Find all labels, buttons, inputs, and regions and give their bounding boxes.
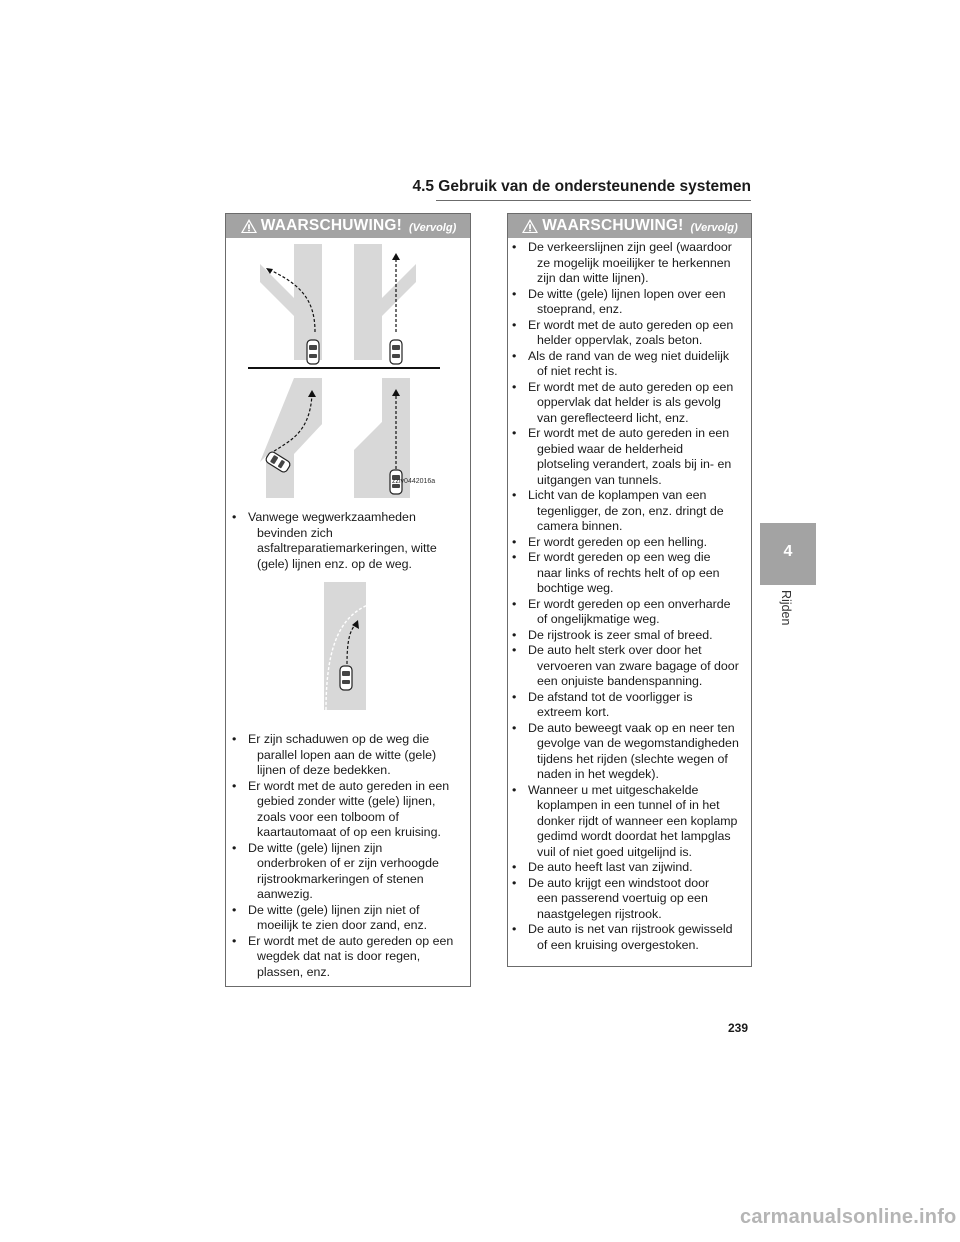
bullet-list [226,732,470,980]
bullet-icon: • [512,426,517,440]
list-item [508,628,751,644]
bullet-icon: • [512,643,517,657]
list-item-text: De auto helt sterk over door het vervoeren van zware bagage of door een onjuiste bandenspanning. [528,643,739,688]
list-item-text: De rijstrook is zeer smal of breed. [528,627,713,642]
list-item-text: De auto krijgt een windstoot door een passerend voertuig op een naastgelegen rijstrook. [528,875,710,921]
warning-box-right [507,213,752,967]
list-item-text: Er wordt met de auto gereden op een helder oppervlak, zoals beton. [528,317,734,347]
road-segment [324,582,366,710]
bullet-icon: • [512,550,517,564]
bullet-icon: • [232,840,237,855]
list-item [228,934,470,981]
list-item [508,643,751,690]
chapter-number: 4 [783,543,793,560]
list-item [228,903,470,934]
section-header [412,178,751,201]
bullet-icon: • [232,732,237,746]
warning-box-left [225,213,471,987]
list-item-text: Er zijn schaduwen op de weg die parallel lopen aan de witte (gele) lijnen of deze bedekken. [248,732,437,777]
list-item-text: De auto heeft last van zijwind. [528,860,693,874]
list-item-text: Er wordt gereden op een helling. [528,534,708,549]
road-marking-illustration [226,244,470,498]
figure-code: zziv0442016a [392,478,436,485]
bullet-icon: • [512,348,517,363]
bullet-icon: • [512,534,517,549]
bullet-icon: • [512,782,517,797]
bullet-icon: • [232,933,237,948]
warning-triangle-icon [240,218,258,234]
list-item [508,597,751,628]
bullet-icon: • [512,379,517,394]
list-item [508,240,751,287]
warning-subtitle: (Vervolg) [690,221,738,234]
bullet-icon: • [512,596,517,611]
warning-triangle-icon [521,218,539,234]
warning-subtitle: (Vervolg) [408,221,457,234]
warning-title: WAARSCHUWING! [260,217,402,234]
chapter-tab [760,523,816,585]
list-item-text: De auto beweegt vaak op en neer ten gevolge van de wegomstandigheden tijdens het rijden (slechte wegen of naden in het wegdek). [528,720,739,781]
car-icon [307,340,319,364]
warning-header-left [226,214,470,238]
list-item-text: Er wordt met de auto gereden in een gebied waar de helderheid plotseling verandert, zoals bij in- en uitgangen van tunnels. [528,426,732,487]
list-item-text: Er wordt met de auto gereden op een wegdek dat nat is door regen, plassen, enz. [248,933,454,979]
warning-header-right [508,214,751,238]
list-item [228,841,470,903]
chapter-label: Rijden [779,590,793,626]
list-item [508,318,751,349]
list-item [228,510,470,572]
list-item-text: De witte (gele) lijnen zijn niet of moeilijk te zien door zand, enz. [248,902,428,932]
list-item [508,380,751,427]
car-icon [340,666,352,690]
list-item [508,426,751,488]
bullet-icon: • [512,488,517,502]
list-item [508,876,751,923]
list-item-text: Er wordt gereden op een onverharde of ongelijkmatige weg. [528,596,731,626]
list-item [508,287,751,318]
bullet-icon: • [512,627,517,642]
list-item-text: De witte (gele) lijnen zijn onderbroken of er zijn verhoogde rijstrookmarkeringen of stenen aanwezig. [248,840,439,901]
list-item-text: Er wordt met de auto gereden op een oppervlak dat helder is als gevolg van gereflecteerd licht, enz. [528,379,734,425]
list-item [228,732,470,779]
road-curve-illustration [226,582,470,720]
list-item [228,779,470,841]
list-item-text: De auto is net van rijstrook gewisseld of een kruising overgestoken. [528,922,733,952]
list-item [508,488,751,535]
list-item-text: De verkeerslijnen zijn geel (waardoor ze mogelijk moeilijker te herkennen zijn dan witte lijnen). [528,240,732,285]
list-item [508,721,751,783]
list-item-text: Als de rand van de weg niet duidelijk of niet recht is. [528,348,730,378]
list-item [508,349,751,380]
bullet-icon: • [512,240,517,254]
bullet-icon: • [512,286,517,301]
section-title: 4.5 Gebruik van de ondersteunende systemen [412,178,751,195]
list-item [508,550,751,597]
list-item [508,860,751,876]
watermark: carmanualsonline.info [740,1206,957,1228]
bullet-icon: • [232,510,237,524]
list-item [508,783,751,861]
list-item-text: De afstand tot de voorligger is extreem kort. [528,689,693,719]
road-segment [354,244,416,360]
bullet-icon: • [232,778,237,793]
list-item-text: Er wordt met de auto gereden in een gebied zonder witte (gele) lijnen, zoals voor een tolboom of kaartautomaat of op een kruising. [248,778,450,839]
bullet-icon: • [512,317,517,332]
warning-title: WAARSCHUWING! [542,217,684,234]
list-item-text: De witte (gele) lijnen lopen over een stoeprand, enz. [528,286,726,316]
bullet-icon: • [512,875,517,890]
list-item-text: Licht van de koplampen van een tegenligger, de zon, enz. dringt de camera binnen. [528,488,724,533]
bullet-list [226,510,470,572]
list-item-text: Wanneer u met uitgeschakelde koplampen in een tunnel of in het donker rijdt of wanneer een koplamp gedimd wordt doordat het lampglas vuil of niet goed uitgelijnd is. [528,782,738,859]
list-item-text: Er wordt gereden op een weg die naar links of rechts helt of op een bochtige weg. [528,550,720,595]
bullet-icon: • [512,689,517,704]
list-item [508,535,751,551]
page-number: 239 [728,1021,749,1035]
list-item-text: Vanwege wegwerkzaamheden bevinden zich asfaltreparatiemarkeringen, witte (gele) lijnen enz. op de weg. [248,510,437,571]
car-icon [390,340,402,364]
bullet-icon: • [512,860,517,874]
bullet-icon: • [512,720,517,735]
list-item [508,690,751,721]
bullet-icon: • [232,902,237,917]
list-item [508,922,751,953]
bullet-icon: • [512,922,517,936]
bullet-list [508,240,751,953]
